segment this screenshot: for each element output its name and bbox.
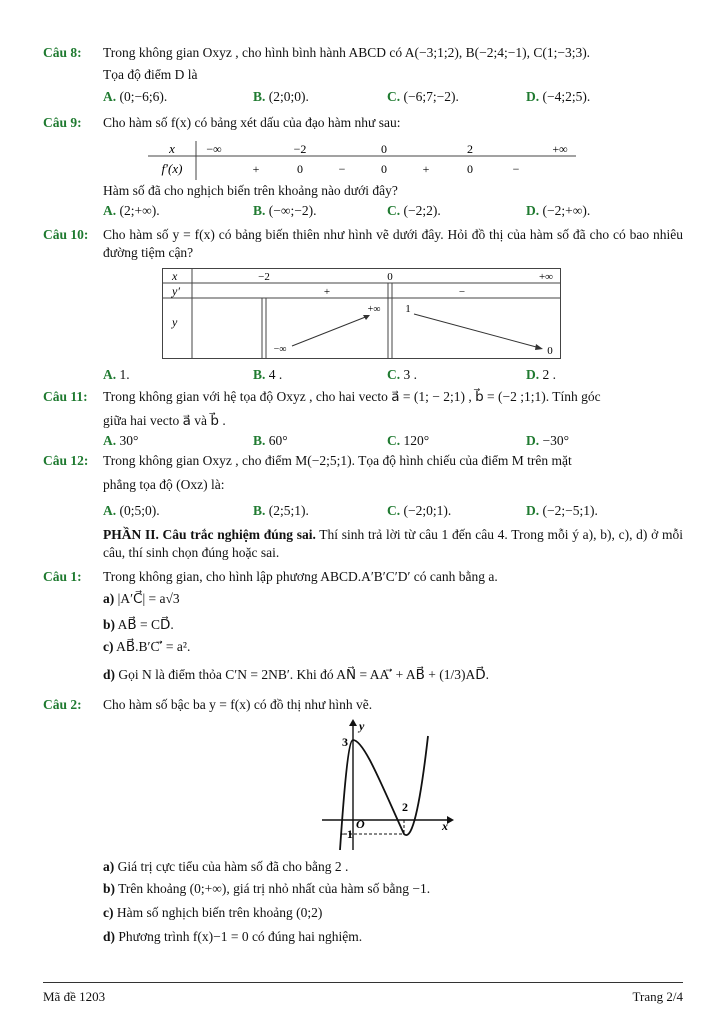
options-12	[103, 502, 693, 520]
option-c[interactable]: C. (−2;0;1).	[387, 503, 452, 518]
option-d[interactable]: D. −30°	[526, 433, 570, 448]
y-value: 0	[547, 345, 553, 357]
statement-a[interactable]: a) Giá trị cực tiểu của hàm số đã cho bằng 2 .	[103, 859, 349, 874]
question-label: Câu 12:	[43, 453, 89, 468]
variation-table	[162, 268, 562, 360]
option-c[interactable]: C. 120°	[387, 433, 430, 448]
sign: +	[323, 286, 331, 298]
question-text: Cho hàm số f(x) có bảng xét dấu của đạo hàm như sau:	[103, 115, 401, 130]
y-value: 1	[405, 303, 411, 315]
sign: 0	[381, 162, 387, 176]
table-fp-label: f′(x)	[161, 161, 183, 176]
part-2-instructions: Thí sinh trả lời từ câu 1 đến câu 4. Trong mỗi ý a), b), c), d) ở mỗi câu, thí sinh chọn đúng hoặc sai.	[103, 527, 683, 560]
table-x-label: x	[172, 269, 178, 283]
question-label: Câu 1:	[43, 569, 82, 584]
x-value-label: 2	[402, 800, 408, 814]
options-10	[103, 366, 693, 384]
statement-b[interactable]: b) AB⃗ = CD⃗.	[103, 617, 174, 632]
question-text: Trong không gian, cho hình lập phương ABCD.A′B′C′D′ có canh bằng a.	[103, 569, 498, 584]
x-value: 2	[467, 142, 473, 156]
table-x-label: x	[169, 141, 175, 156]
statement-a[interactable]: a) |A′C⃗| = a√3	[103, 591, 180, 606]
option-a[interactable]: A. (0;−6;6).	[103, 89, 168, 104]
x-value: −∞	[206, 142, 222, 156]
table-y-label: y	[172, 315, 178, 329]
option-a[interactable]: A. (0;5;0).	[103, 503, 160, 518]
option-c[interactable]: C. (−6;7;−2).	[387, 89, 459, 104]
part-2-title: PHẦN II. Câu trắc nghiệm đúng sai.	[103, 527, 316, 542]
y-min-label: −1	[340, 827, 353, 841]
x-value: 0	[381, 142, 387, 156]
page-footer	[43, 982, 683, 1004]
page-number: Trang 2/4	[632, 989, 683, 1004]
sign: 0	[297, 162, 303, 176]
sign: −	[512, 162, 520, 176]
statement-c[interactable]: c) AB⃗.B′C′⃗ = a².	[103, 639, 191, 654]
question-label: Câu 8:	[43, 45, 82, 60]
x-axis-label: x	[442, 819, 448, 833]
sign: +	[252, 162, 260, 176]
x-value: 0	[387, 271, 393, 283]
table-yp-label: y′	[172, 284, 180, 298]
y-value-label: 3	[342, 735, 348, 749]
question-text: Cho hàm số bậc ba y = f(x) có đồ thị như hình vẽ.	[103, 697, 373, 712]
options-11	[103, 432, 693, 450]
statement-c[interactable]: c) Hàm số nghịch biến trên khoảng (0;2)	[103, 905, 323, 920]
y-value: −∞	[273, 344, 287, 355]
question-label: Câu 2:	[43, 697, 82, 712]
y-axis-label: y	[359, 719, 365, 733]
question-label: Câu 11:	[43, 389, 88, 404]
question-text: Trong không gian với hệ tọa độ Oxyz , cho hai vecto a⃗ = (1; − 2;1) , b⃗ = (−2 ;1;1). Tính góc	[103, 389, 601, 404]
options-8	[103, 88, 693, 106]
y-value: +∞	[367, 304, 381, 315]
question-text: Cho hàm số y = f(x) có bảng biến thiên như hình vẽ dưới đây. Hỏi đồ thị của hàm số đã cho có bao nhiêu đường tiệm cận?	[103, 227, 683, 260]
option-a[interactable]: A. 30°	[103, 433, 139, 448]
x-value: −2	[293, 142, 307, 156]
question-label: Câu 9:	[43, 115, 82, 130]
option-b[interactable]: B. (2;0;0).	[253, 89, 309, 104]
question-text-line2: Tọa độ điểm D là	[103, 67, 198, 82]
x-value: +∞	[552, 142, 568, 156]
statement-b[interactable]: b) Trên khoảng (0;+∞), giá trị nhỏ nhất của hàm số bằng −1.	[103, 881, 431, 896]
sign: −	[458, 286, 466, 298]
origin-label: O	[356, 817, 365, 831]
cubic-graph	[318, 716, 458, 854]
option-b[interactable]: B. (2;5;1).	[253, 503, 309, 518]
option-c[interactable]: C. (−2;2).	[387, 203, 441, 218]
part-2-header	[103, 526, 683, 561]
option-d[interactable]: D. 2 .	[526, 367, 556, 382]
options-9	[103, 202, 693, 220]
question-text: Trong không gian Oxyz , cho điểm M(−2;5;1). Tọa độ hình chiếu của điểm M trên mặt	[103, 453, 572, 468]
sign: −	[338, 162, 346, 176]
option-a[interactable]: A. 1.	[103, 367, 130, 382]
option-c[interactable]: C. 3 .	[387, 367, 417, 382]
x-value: +∞	[538, 271, 554, 283]
sign: 0	[467, 162, 473, 176]
option-a[interactable]: A. (2;+∞).	[103, 203, 160, 218]
option-d[interactable]: D. (−2;−5;1).	[526, 503, 598, 518]
option-b[interactable]: B. 4 .	[253, 367, 283, 382]
sign-table	[148, 140, 578, 182]
x-value: −2	[258, 271, 270, 283]
question-text: Hàm số đã cho nghịch biến trên khoảng nào dưới đây?	[103, 183, 398, 198]
statement-d[interactable]: d) Phương trình f(x)−1 = 0 có đúng hai nghiệm.	[103, 929, 363, 944]
option-b[interactable]: B. (−∞;−2).	[253, 203, 317, 218]
question-text-line2: giữa hai vecto a⃗ và b⃗ .	[103, 413, 226, 428]
question-label: Câu 10:	[43, 227, 89, 242]
option-d[interactable]: D. (−4;2;5).	[526, 89, 591, 104]
statement-d[interactable]: d) Gọi N là điểm thỏa C′N = 2NB′. Khi đó AN⃗ = AA′⃗ + AB⃗ + (1/3)AD⃗.	[103, 667, 490, 682]
question-text-line2: phẳng tọa độ (Oxz) là:	[103, 477, 225, 492]
option-d[interactable]: D. (−2;+∞).	[526, 203, 591, 218]
exam-code: Mã đề 1203	[43, 989, 106, 1004]
sign: +	[422, 162, 430, 176]
question-text: Trong không gian Oxyz , cho hình bình hành ABCD có A(−3;1;2), B(−2;4;−1), C(1;−3;3).	[103, 45, 591, 60]
option-b[interactable]: B. 60°	[253, 433, 288, 448]
